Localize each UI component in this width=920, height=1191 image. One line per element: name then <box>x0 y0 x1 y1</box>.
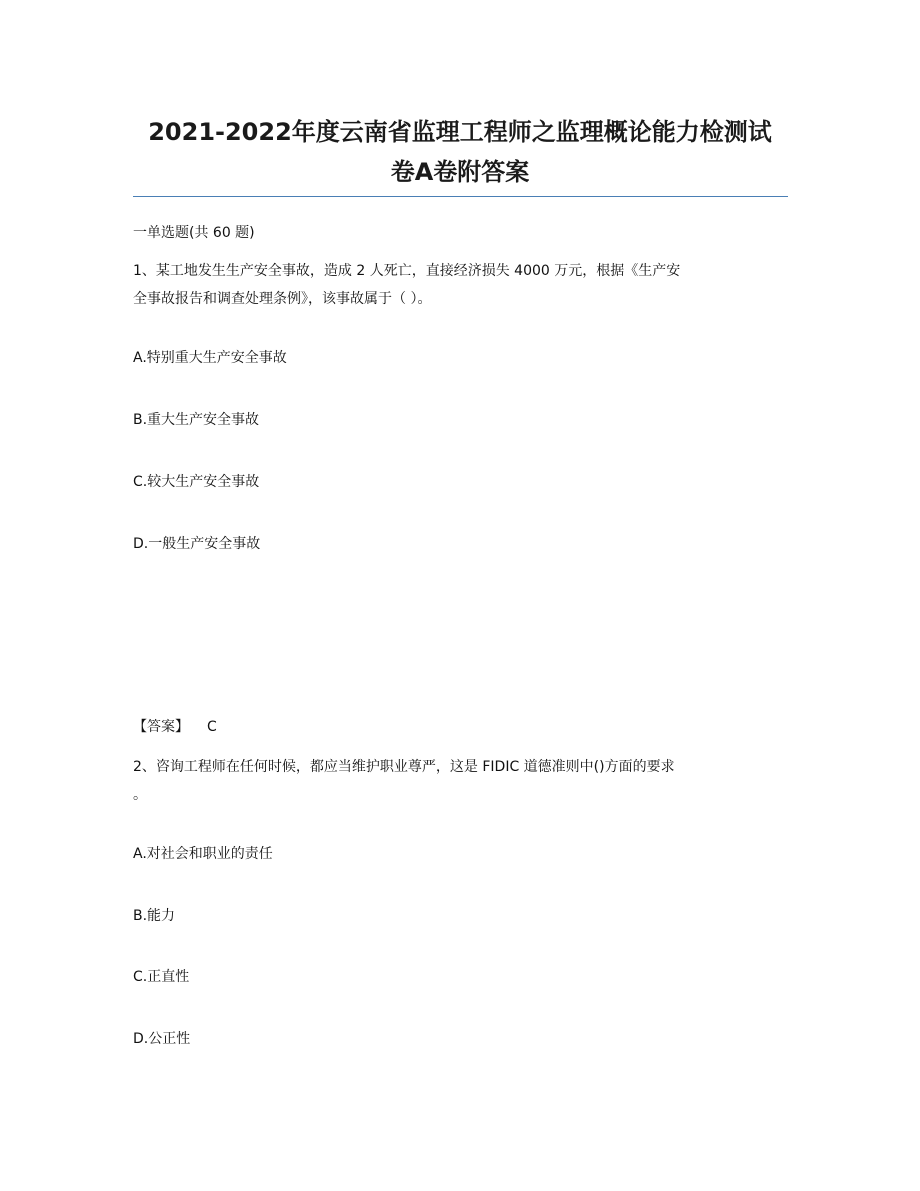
question-1-option-d: D.一般生产安全事故 <box>133 536 261 552</box>
document-title-line-1: 2021-2022年度云南省监理工程师之监理概论能力检测试 <box>148 118 772 146</box>
question-2-option-d: D.公正性 <box>133 1031 191 1047</box>
title-divider <box>133 196 788 197</box>
question-1-stem-line-1: 1、某工地发生生产安全事故，造成 2 人死亡，直接经济损失 4000 万元，根据《生产安 <box>133 263 681 279</box>
question-2-option-b: B.能力 <box>133 908 176 924</box>
section-heading: 一单选题(共 60 题) <box>133 225 255 241</box>
question-2-option-a: A.对社会和职业的责任 <box>133 846 273 862</box>
question-1-option-b: B.重大生产安全事故 <box>133 412 260 428</box>
answer-value: C <box>207 719 217 735</box>
question-2-stem-line-2: 。 <box>133 787 147 803</box>
question-2-stem-line-1: 2、咨询工程师在任何时候，都应当维护职业尊严，这是 FIDIC 道德准则中()方面的要求 <box>133 759 675 775</box>
question-1-stem-line-2: 全事故报告和调查处理条例》，该事故属于（ ）。 <box>133 291 432 307</box>
document-title-line-2: 卷A卷附答案 <box>390 158 530 186</box>
question-1-option-c: C.较大生产安全事故 <box>133 474 260 490</box>
answer-label: 【答案】 <box>133 719 189 735</box>
question-1-option-a: A.特别重大生产安全事故 <box>133 350 287 366</box>
question-1-answer <box>133 717 217 737</box>
question-2-option-c: C.正直性 <box>133 969 190 985</box>
